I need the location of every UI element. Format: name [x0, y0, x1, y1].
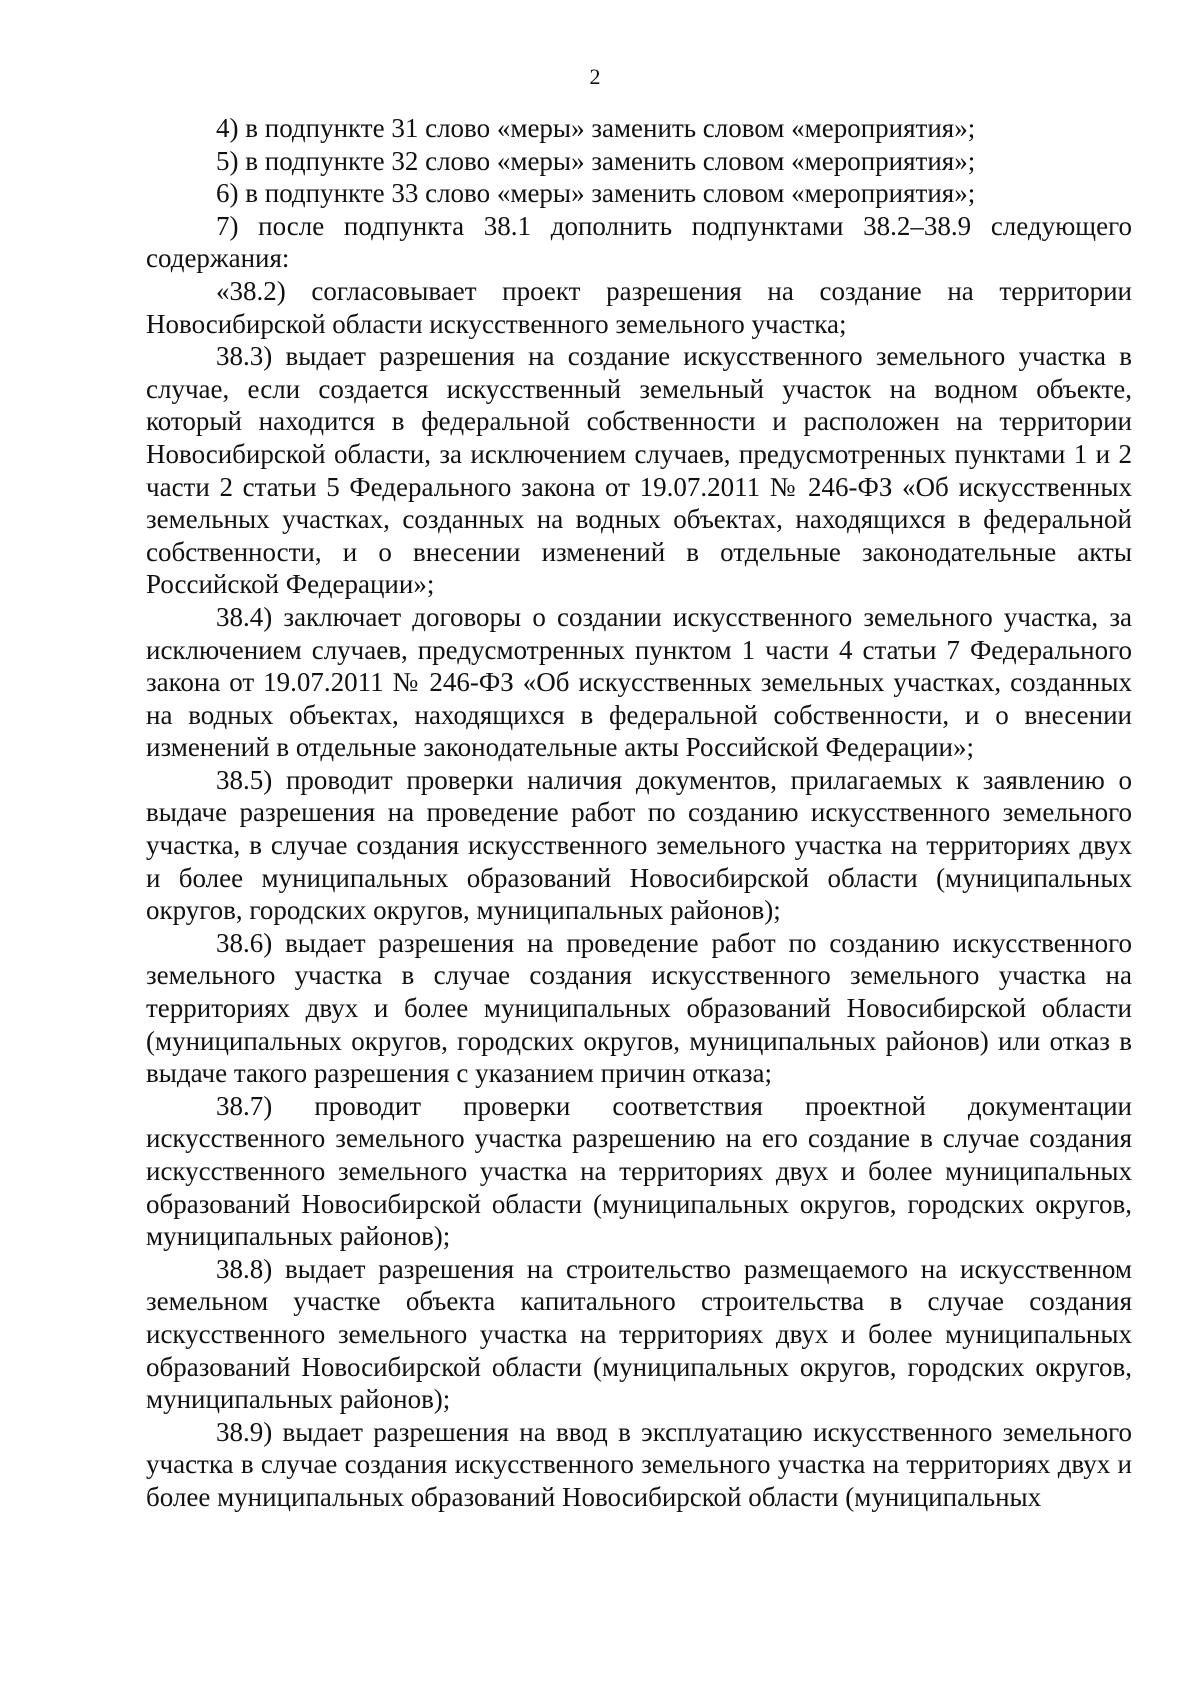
paragraph-38-4: 38.4) заключает договоры о создании искусственного земельного участка, за исключением случаев, предусмотренных пунктом 1 части 4 статьи 7 Федерального закона от 19.07.2011 № 246-ФЗ «Об искусственных земельных участках, созданных на водных объектах, находящихся в федеральной собственности, и о внесении изменений в отдельные законодательные акты Российской Федерации»;: [146, 601, 1132, 763]
paragraph-38-6: 38.6) выдает разрешения на проведение работ по созданию искусственного земельного участка в случае создания искусственного земельного участка на территориях двух и более муниципальных образований Новосибирской области (муниципальных округов, городских округов, муниципальных районов) или отказ в выдаче такого разрешения с указанием причин отказа;: [146, 927, 1132, 1089]
paragraph-item-7: 7) после подпункта 38.1 дополнить подпунктами 38.2–38.9 следующего содержания:: [146, 210, 1132, 274]
page-number: 2: [589, 64, 601, 89]
paragraph-item-5: 5) в подпункте 32 слово «меры» заменить словом «мероприятия»;: [216, 145, 976, 176]
paragraph-38-2: «38.2) согласовывает проект разрешения на создание на территории Новосибирской области искусственного земельного участка;: [146, 275, 1132, 339]
paragraph-38-5: 38.5) проводит проверки наличия документов, прилагаемых к заявлению о выдаче разрешения на проведение работ по созданию искусственного земельного участка, в случае создания искусственного земельного участка на территориях двух и более муниципальных образований Новосибирской области (муниципальных округов, городских округов, муниципальных районов);: [146, 764, 1132, 926]
paragraph-38-9: 38.9) выдает разрешения на ввод в эксплуатацию искусственного земельного участка в случае создания искусственного земельного участка на территориях двух и более муниципальных образований Новосибирской области (муниципальных: [146, 1416, 1132, 1512]
paragraph-item-6: 6) в подпункте 33 слово «меры» заменить словом «мероприятия»;: [216, 178, 976, 209]
document-body: [146, 112, 1132, 1514]
paragraph-38-3: 38.3) выдает разрешения на создание искусственного земельного участка в случае, если создается искусственный земельный участок на водном объекте, который находится в федеральной собственности и расположен на территории Новосибирской области, за исключением случаев, предусмотренных пунктами 1 и 2 части 2 статьи 5 Федерального закона от 19.07.2011 № 246-ФЗ «Об искусственных земельных участках, созданных на водных объектах, находящихся в федеральной собственности, и о внесении изменений в отдельные законодательные акты Российской Федерации»;: [146, 341, 1132, 600]
paragraph-38-7: 38.7) проводит проверки соответствия проектной документации искусственного земельного участка разрешению на его создание в случае создания искусственного земельного участка на территориях двух и более муниципальных образований Новосибирской области (муниципальных округов, городских округов, муниципальных районов);: [146, 1090, 1132, 1252]
paragraph-38-8: 38.8) выдает разрешения на строительство размещаемого на искусственном земельном участке объекта капитального строительства в случае создания искусственного земельного участка на территориях двух и более муниципальных образований Новосибирской области (муниципальных округов, городских округов, муниципальных районов);: [146, 1253, 1132, 1415]
paragraph-item-4: 4) в подпункте 31 слово «меры» заменить словом «мероприятия»;: [216, 113, 976, 143]
